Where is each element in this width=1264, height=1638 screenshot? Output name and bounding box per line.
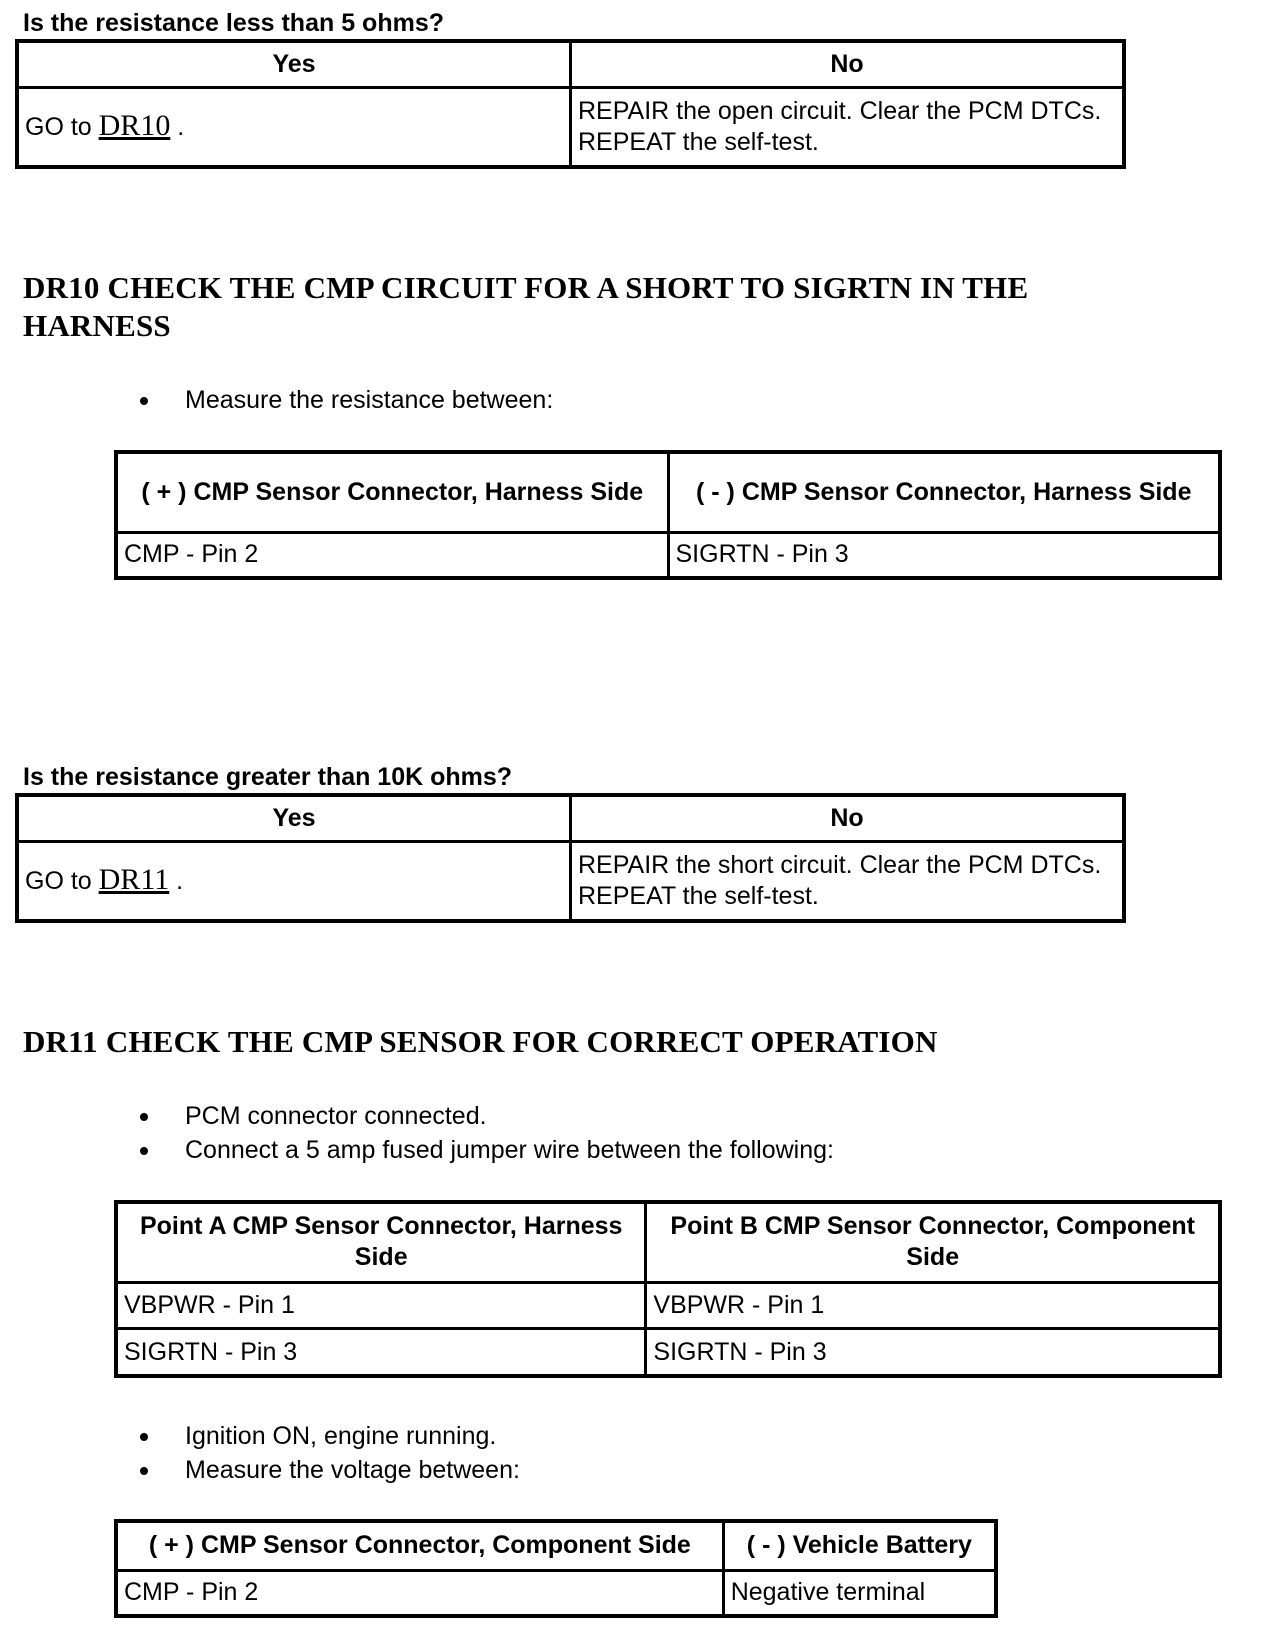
no-header: No (571, 795, 1125, 841)
column-header: ( + ) CMP Sensor Connector, Component Side (116, 1521, 723, 1570)
yes-prefix: GO to (25, 113, 92, 142)
column-header: Point B CMP Sensor Connector, Component Side (646, 1202, 1220, 1282)
table-cell: CMP - Pin 2 (116, 1570, 723, 1616)
bullet-item: Measure the resistance between: (140, 383, 553, 417)
decision-table-q1 (15, 39, 1126, 169)
question-resistance-less-5: Is the resistance less than 5 ohms? (23, 9, 444, 37)
bullet-item: Ignition ON, engine running. (140, 1419, 520, 1453)
column-header: ( - ) CMP Sensor Connector, Harness Side (668, 452, 1220, 532)
bullet-list-dr11-2 (140, 1419, 520, 1487)
bullet-item: PCM connector connected. (140, 1099, 834, 1133)
bullet-item: Connect a 5 amp fused jumper wire between the following: (140, 1133, 834, 1167)
decision-table-q2 (15, 793, 1126, 923)
yes-suffix: . (176, 867, 184, 896)
measurement-table-dr10 (114, 450, 1222, 580)
jumper-table-dr11 (114, 1200, 1222, 1378)
column-header: ( + ) CMP Sensor Connector, Harness Side (116, 452, 668, 532)
bullet-list-dr11 (140, 1099, 834, 1167)
column-header: ( - ) Vehicle Battery (723, 1521, 996, 1570)
table-cell: VBPWR - Pin 1 (646, 1282, 1220, 1329)
yes-cell (17, 87, 571, 167)
yes-cell (17, 841, 571, 921)
yes-header: Yes (17, 41, 571, 87)
table-cell: SIGRTN - Pin 3 (116, 1329, 646, 1376)
voltage-table-dr11 (114, 1519, 998, 1618)
yes-prefix: GO to (25, 867, 92, 896)
link-dr11[interactable]: DR11 (98, 863, 170, 897)
table-cell: SIGRTN - Pin 3 (668, 532, 1220, 578)
no-cell: REPAIR the open circuit. Clear the PCM DTCs. REPEAT the self-test. (571, 87, 1125, 167)
question-resistance-greater-10k: Is the resistance greater than 10K ohms? (23, 763, 513, 791)
link-dr10[interactable]: DR10 (98, 109, 171, 143)
table-cell: VBPWR - Pin 1 (116, 1282, 646, 1329)
table-cell: CMP - Pin 2 (116, 532, 668, 578)
bullet-item: Measure the voltage between: (140, 1453, 520, 1487)
column-header: Point A CMP Sensor Connector, Harness Side (116, 1202, 646, 1282)
bullet-list-dr10 (140, 383, 553, 417)
table-cell: SIGRTN - Pin 3 (646, 1329, 1220, 1376)
no-cell: REPAIR the short circuit. Clear the PCM DTCs. REPEAT the self-test. (571, 841, 1125, 921)
section-heading-dr10: DR10 CHECK THE CMP CIRCUIT FOR A SHORT TO SIGRTN IN THE HARNESS (23, 270, 1029, 343)
section-heading-dr11: DR11 CHECK THE CMP SENSOR FOR CORRECT OPERATION (23, 1024, 938, 1059)
table-cell: Negative terminal (723, 1570, 996, 1616)
yes-suffix: . (177, 113, 185, 142)
no-header: No (571, 41, 1125, 87)
yes-header: Yes (17, 795, 571, 841)
